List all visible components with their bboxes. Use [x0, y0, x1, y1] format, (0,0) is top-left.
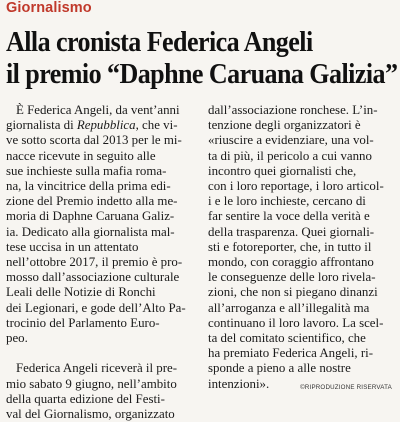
copyright-notice: ©RIPRODUZIONE RISERVATA: [300, 384, 392, 391]
paragraph-break: [6, 346, 196, 361]
article-text-line: sti e fotoreporter, che, in tutto il: [208, 239, 372, 254]
article-column-right: [208, 103, 398, 392]
article-text-line: ia. Dedicato alla giornalista mal-: [6, 224, 175, 239]
article-text-line: nell’ottobre 2017, il premio è pro-: [6, 255, 183, 270]
article-text-line: ve sotto scorta dal 2013 per le mi-: [6, 133, 182, 148]
article-text-line: zioni, che non si piegano dinanzi: [208, 285, 378, 300]
article-text-line: con i loro reportage, i loro articol-: [208, 179, 384, 194]
section-label: Giornalismo: [6, 0, 92, 16]
article-text-line: le conseguenze delle loro rivela-: [208, 270, 376, 285]
headline-line-2: il premio “Daphne Caruana Galizia”: [6, 59, 398, 90]
article-text-line: i e le loro inchieste, cercano di: [208, 194, 366, 209]
article-text-line: ta del comitato scientifico, che: [208, 331, 366, 346]
article-text-line: dei Legionari, e gode dell’Alto Pa-: [6, 300, 186, 315]
article-text-line: della quarta edizione del Festi-: [6, 391, 165, 406]
article-text-line: continuano il loro lavoro. La scel-: [208, 315, 384, 330]
article-text-line: moria di Daphne Caruana Galiz-: [6, 209, 175, 224]
article-text-line: nacce ricevute in seguito alle: [6, 148, 156, 163]
article-text-line: della trasparenza. Quei giornali-: [208, 224, 375, 239]
article-column-left: [6, 103, 196, 422]
article-text-line: peo.: [6, 331, 28, 346]
article-text-line: Leali delle Notizie di Ronchi: [6, 285, 156, 300]
article-text-line: far sentire la voce della verità e: [208, 209, 370, 224]
article-text-line: tenzione degli organizzatori è: [208, 118, 361, 133]
article-text-line: trocinio del Parlamento Euro-: [6, 315, 160, 330]
article-text-line: ha premiato Federica Angeli, ri-: [208, 346, 374, 361]
article-text-line: val del Giornalismo, organizzato: [6, 407, 175, 422]
article-text-line: mosso dall’associazione culturale: [6, 270, 180, 285]
article-text-line: «riuscire a evidenziare, una vol-: [208, 133, 374, 148]
article-text-line: mondo, con coraggio affrontano: [208, 255, 374, 270]
article-text-line: Federica Angeli riceverà il pre-: [16, 361, 178, 376]
article-text-line: all’arroganza e all’illegalità ma: [208, 300, 370, 315]
text-segment: , che vi-: [135, 118, 178, 133]
newspaper-name: Repubblica: [76, 118, 136, 133]
article-text-line: È Federica Angeli, da vent’anni: [16, 103, 180, 117]
article-text-line: incontro quei giornalisti che,: [208, 163, 357, 178]
article-text-line: na, la vincitrice della prima edi-: [6, 179, 171, 194]
headline-line-1: Alla cronista Federica Angeli: [6, 27, 313, 58]
article-text-line: dall’associazione ronchese. L’in-: [208, 103, 378, 117]
text-segment: giornalista di: [6, 118, 77, 133]
article-text-line: zione del Premio indetto alla me-: [6, 194, 178, 209]
article-text-line: [6, 118, 196, 133]
article-text-line: mio sabato 9 giugno, nell’ambito: [6, 376, 177, 391]
article-text-line: ta di più, il pericolo a cui vanno: [208, 148, 372, 163]
article-text-line: sue inchieste sulla mafia roma-: [6, 163, 167, 178]
article-text-line: tese uccisa in un attentato: [6, 239, 139, 254]
article-text-line: sponde a pieno a alle nostre: [208, 361, 351, 376]
headline: [6, 27, 398, 91]
article-text-line: intenzioni».: [208, 376, 270, 391]
